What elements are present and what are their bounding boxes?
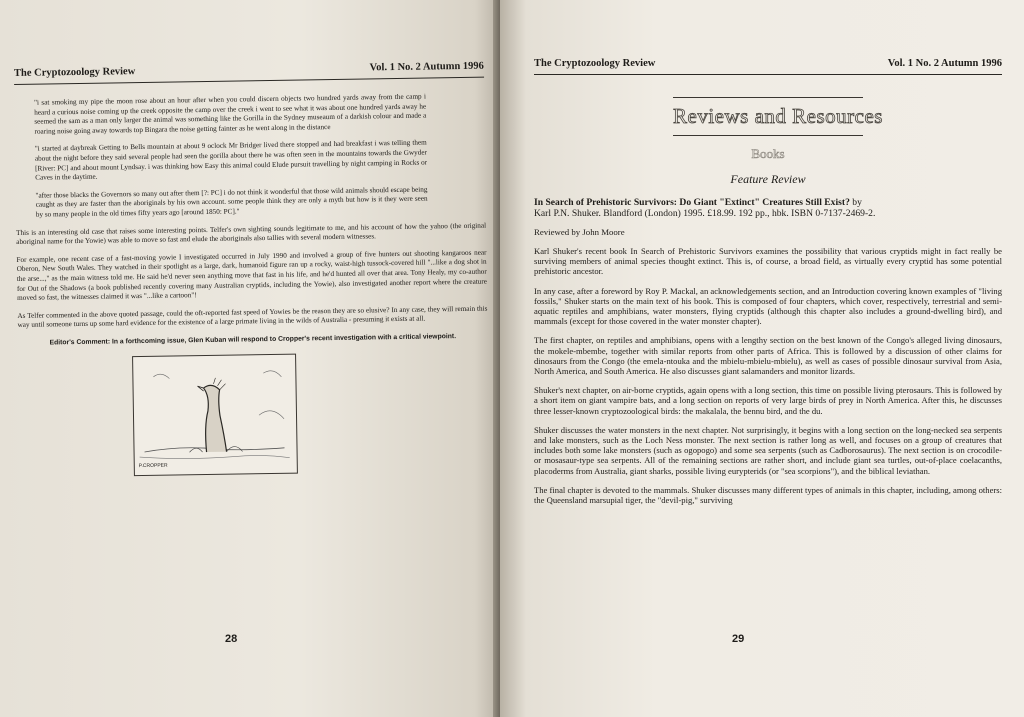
book-by: by: [852, 197, 862, 208]
review-paragraph: Karl Shuker's recent book In Search of Prehistoric Survivors examines the possibility that various cryptids might in fact really be surviving members of animal species thought extinct. This is, of course, a broad field, as virtually every cryptid has some potential prehistoric ancestor.: [534, 246, 1002, 277]
review-paragraph: Shuker discusses the water monsters in the next chapter. Not surprisingly, it begins with a long section on the long-necked sea serpents and lake monsters, such as the Loch Ness monster. The next section is rather long as well, and focuses on a group of creatures that includes both some lake monsters (such as ogopogo) and some sea serpents (such as Cadborosaurus). The next section is on crocodile- or mosasaur-type sea serpents. All of the remaining sections are rather short, and include giant sea turtles, out-of-place coelacanths, placoderms from Australia, giant sharks, possible living eurypterids (or "sea scorpions"), and the biblical leviathan.: [534, 424, 1002, 476]
right-page: [500, 0, 1024, 717]
section-title: Reviews and Resources: [673, 104, 883, 128]
section-heading-block: [673, 97, 883, 136]
quote-paragraph: "after those blacks the Governors so many out after them [?: PC] i do not think it wonderful that those wild animals should escape being caught as they are faster than the aboriginals by his own account. some people think they are only a myth but how is it they were seen by so many people in the old times fifty years ago [around 1850: PC].": [35, 185, 428, 219]
page-number-left: 28: [225, 633, 238, 645]
review-paragraph: The first chapter, on reptiles and amphibians, opens with a lengthy section on the best known of the Congo's alleged living dinosaurs, the mokele-mbembe, together with similar reports from other parts of Africa. This is followed by a discussion of other claims for dinosaurs from the Congo (the emela-ntouka and the mbielu-mbielu-mbielu), as well as cases of possible dinosaur survival from Asia, North America, and South America. He also discusses giant salamanders and monitor lizards.: [534, 335, 1002, 377]
right-running-header: [534, 58, 1002, 75]
feature-label: Feature Review: [730, 172, 806, 186]
journal-title: The Cryptozoology Review: [534, 58, 656, 69]
issue-label: Vol. 1 No. 2 Autumn 1996: [369, 60, 484, 74]
body-paragraph: This is an interesting old case that raises some interesting points. Telfer's own sighting sounds legitimate to me, and his account of how the yahoo (the original aboriginal name for the Yowie) was able to move so fast and elude the aboriginals also tallies with several modern witnesses.: [16, 221, 487, 247]
review-body: [534, 246, 1002, 505]
left-page: [0, 0, 500, 717]
journal-title: The Cryptozoology Review: [13, 66, 136, 79]
book-title-text: In Search of Prehistoric Survivors: Do Giant "Extinct" Creatures Still Exist?: [534, 197, 850, 208]
creature-sketch-illustration: [132, 353, 298, 476]
page-number-right: 29: [732, 633, 745, 645]
review-paragraph: The final chapter is devoted to the mammals. Shuker discusses many different types of animals in this chapter, including, among others: the Queensland marsupial tiger, the "devil-pig," surviving: [534, 484, 1002, 506]
body-paragraph: As Telfer commented in the above quoted passage, could the oft-reported fast speed of Yowies be the reason they are so elusive? In any case, they will remain this way until someone turns up some hard evidence for the existence of a large primate living in the wilds of Australia - presuming it exists at all.: [17, 304, 488, 330]
creature-sketch-drawing: [133, 355, 295, 473]
left-article-body: [14, 92, 490, 478]
issue-label: Vol. 1 No. 2 Autumn 1996: [887, 58, 1002, 69]
review-paragraph: In any case, after a foreword by Roy P. Mackal, an acknowledgements section, and an Introduction covering known examples of "living fossils," Shuker starts on the main text of his book. This is composed of four chapters, which cover, respectively, terrestrial and semi-aquatic reptiles and amphibians, water monsters, flying cryptids (although this chapter also includes a ground-dwelling bird), and mammals (except for those covered in the water monster chapter).: [534, 285, 1002, 327]
editor-comment: Editor's Comment: In a forthcoming issue, Glen Kuban will respond to Cropper's recent investigation with a critical viewpoint.: [49, 332, 457, 347]
review-paragraph: Shuker's next chapter, on air-borne cryptids, again opens with a long section, this time on possible living pterosaurs. This is followed by a short item on giant vampire bats, and a long section on reports of very large birds of prey in North America. After this, he discusses three lesser-known cryptozoological birds: the makalala, the bennu bird, and the du.: [534, 385, 1002, 416]
reviewer-credit: Reviewed by John Moore: [534, 227, 625, 237]
artist-signature: P.CROPPER: [138, 462, 168, 470]
book-title: [534, 197, 1002, 208]
divider: [673, 97, 863, 98]
left-running-header: [14, 61, 484, 85]
quote-paragraph: "i sat smoking my pipe the moon rose about an hour after when you could discern objects two hundred yards away from the camp i heard a curious noise coming up the creek opposite the camp over the creek i went to see what it was about one hundred yards away he seemed the sam as a man only larger the animal was something like the Gorilla in the Sydney museaum of a darkish colour and made a roaring noise going away towards top Bingara the noise getting fainter as he went along in the distance: [33, 92, 427, 136]
body-paragraph: For example, one recent case of a fast-moving yowie I investigated occurred in July 1990 and involved a group of five hunters out shooting kangaroos near Oberon, New South Wales. They watched in their spotlight as a large, dark, humanoid figure ran up a rocky, waist-high tussock-covered hill "...like a dog shot in the arse...," as the main witness told me. He said he'd never seen anything move that fast in his life, and he'd hunted all over that area. Tony Healy, my co-author for Out of the Shadows (a book published recently covering many Australian cryptids, including the Yowie), also investigated another report where the creature moved so fast, the witnesses claimed it was "...like a cartoon"!: [16, 248, 487, 303]
divider: [673, 135, 863, 136]
book-details: Karl P.N. Shuker. Blandford (London) 1995. £18.99. 192 pp., hbk. ISBN 0-7137-2469-2.: [534, 208, 876, 219]
subsection-title: Books: [751, 146, 785, 161]
quote-paragraph: "i started at daybreak Getting to Bells mountain at about 9 oclock Mr Bridger lived there stopped and had breakfast i was telling them about the night before they said several people had seen the gorilla about there he was often seen in the mountains towards the Gwyder [River: PC] and about mount Lyndsay. i was thinking how Easy this animal could Elude pursuit travelling by night camping in Rocks or Caves in the daytime.: [34, 138, 428, 182]
